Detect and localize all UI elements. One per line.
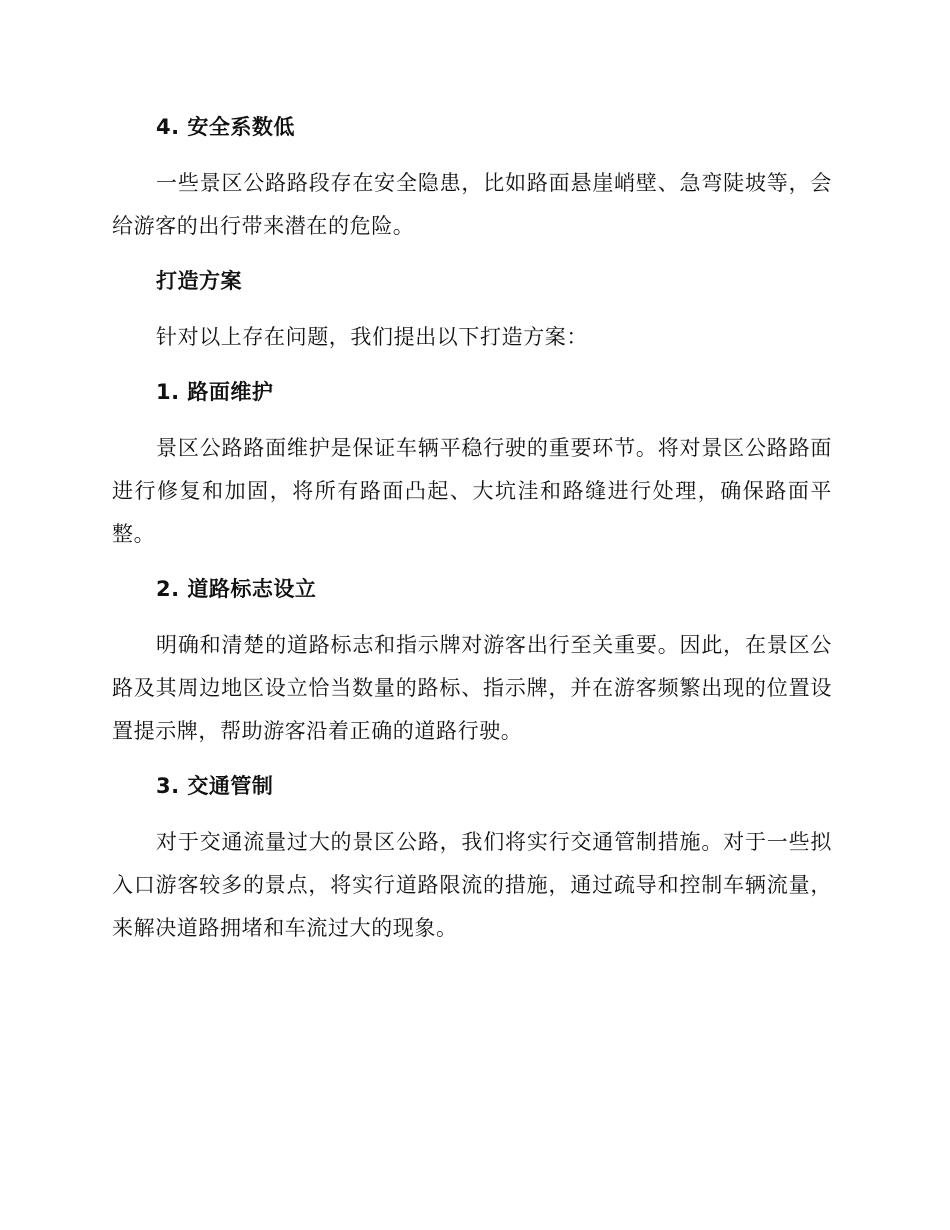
paragraph-plan-intro: 针对以上存在问题，我们提出以下打造方案： [156, 325, 588, 349]
section-heading-road-signs: 2. 道路标志设立 [156, 577, 317, 601]
paragraph-safety: 一些景区公路路段存在安全隐患，比如路面悬崖峭壁、急弯陡坡等，会给游客的出行带来潜在的危险。 [112, 171, 832, 238]
section-heading-road-maintenance: 1. 路面维护 [156, 380, 274, 404]
document-body [112, 108, 832, 950]
section-heading-safety: 4. 安全系数低 [156, 115, 295, 139]
paragraph-road-signs: 明确和清楚的道路标志和指示牌对游客出行至关重要。因此，在景区公路及其周边地区设立恰当数量的路标、指示牌，并在游客频繁出现的位置设置提示牌，帮助游客沿着正确的道路行驶。 [112, 633, 832, 743]
section-heading-traffic-control: 3. 交通管制 [156, 774, 274, 798]
paragraph-traffic-control: 对于交通流量过大的景区公路，我们将实行交通管制措施。对于一些拟入口游客较多的景点，将实行道路限流的措施，通过疏导和控制车辆流量，来解决道路拥堵和车流过大的现象。 [112, 830, 832, 940]
paragraph-road-maintenance: 景区公路路面维护是保证车辆平稳行驶的重要环节。将对景区公路路面进行修复和加固，将所有路面凸起、大坑洼和路缝进行处理，确保路面平整。 [112, 436, 832, 546]
section-heading-plan: 打造方案 [156, 269, 242, 293]
